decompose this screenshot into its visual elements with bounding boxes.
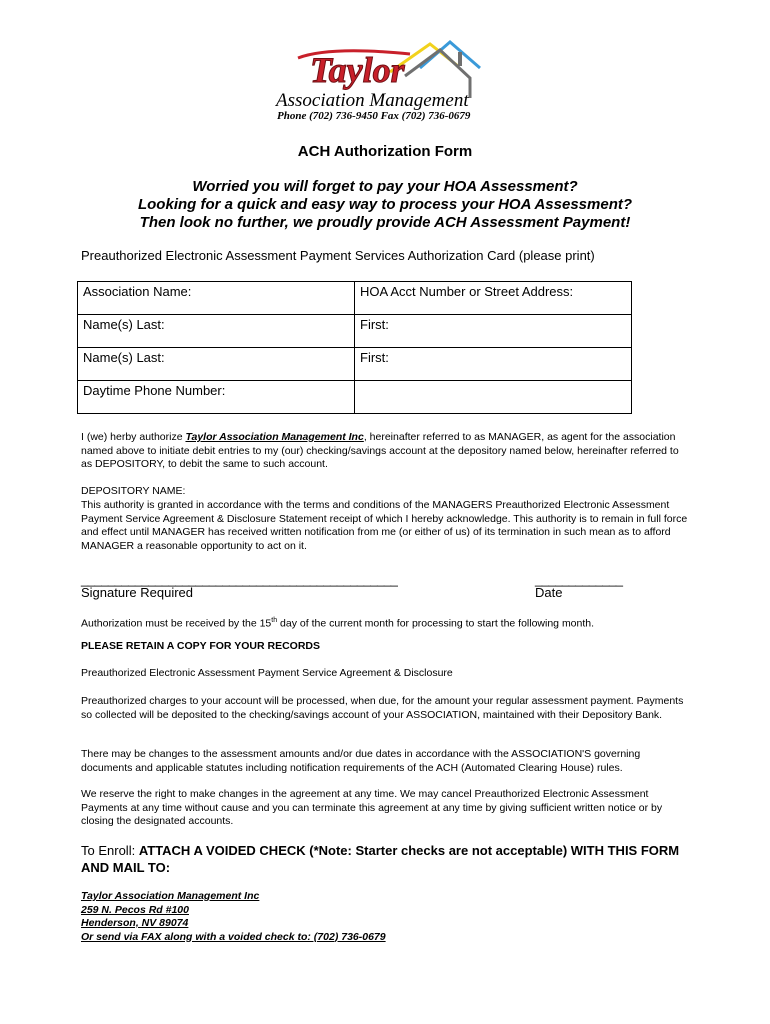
deadline-suffix: day of the current month for processing to start the following month. xyxy=(277,617,595,630)
daytime-phone-extra-cell[interactable] xyxy=(355,381,632,414)
agreement-title: Preauthorized Electronic Assessment Payment Service Agreement & Disclosure xyxy=(81,667,453,679)
daytime-phone-field[interactable]: Daytime Phone Number: xyxy=(78,381,355,414)
agreement-paragraph-2: There may be changes to the assessment amounts and/or due dates in accordance with the ASSOCIATION'S governing documents and applicable statutes including notification requirements of the ACH (Automated Clearing House) rules. xyxy=(81,748,641,774)
deadline-prefix: Authorization must be received by the 15 xyxy=(81,617,272,630)
date-label: Date xyxy=(535,585,563,600)
logo-name: Taylor xyxy=(310,50,405,90)
address-company: Taylor Association Management Inc xyxy=(81,890,260,902)
headline-3: Then look no further, we proudly provide ACH Assessment Payment! xyxy=(139,214,631,231)
headline-1: Worried you will forget to pay your HOA Assessment? xyxy=(192,178,578,195)
depository-paragraph: This authority is granted in accordance with the terms and conditions of the MANAGERS Preauthorized Electronic Assessment Payment Service Agreement & Disclosure Statement receipt of which I hereby acknowledge. This authority is to remain in full force and effect until MANAGER has received written notification from me (or either of us) of its termination in such mean as to afford MANAGER a reasonable opportunity to act on it. xyxy=(81,499,688,552)
enroll-instructions xyxy=(81,842,701,876)
authorization-suffix: , hereinafter referred to as MANAGER, as agent for the association named above to initiate debit entries to my (our) checking/savings account at the depository named below, hereinafter referred to as DEPOSITORY, to debit the same to such account. xyxy=(81,431,679,471)
enroll-bold-text: ATTACH A VOIDED CHECK (*Note: Starter checks are not acceptable) WITH THIS FORM AND MAIL TO: xyxy=(81,843,680,875)
signature-line[interactable]: _______________________________________________ xyxy=(81,572,398,587)
address-city: Henderson, NV 89074 xyxy=(81,917,189,929)
mailing-address xyxy=(81,890,386,944)
table-row xyxy=(78,348,632,381)
authorization-prefix: I (we) herby authorize xyxy=(81,431,186,443)
manager-company-name: Taylor Association Management Inc xyxy=(185,431,364,443)
deadline-text xyxy=(81,614,691,631)
first-name-field-1[interactable]: First: xyxy=(355,315,632,348)
form-subtitle: Preauthorized Electronic Assessment Payment Services Authorization Card (please print) xyxy=(81,248,595,263)
deadline-superscript: th xyxy=(271,617,278,624)
last-name-field-1[interactable]: Name(s) Last: xyxy=(78,315,355,348)
last-name-field-2[interactable]: Name(s) Last: xyxy=(78,348,355,381)
address-fax: Or send via FAX along with a voided check to: (702) 736-0679 xyxy=(81,930,386,943)
association-name-field[interactable]: Association Name: xyxy=(78,282,355,315)
depository-label: DEPOSITORY NAME: xyxy=(81,485,186,497)
agreement-paragraph-3: We reserve the right to make changes in the agreement at any time. We may cancel Preauthorized Electronic Assessment Payments at any time without cause and you can terminate this agreement at any time by giving sufficient written notice or by closing the designated accounts. xyxy=(81,788,663,828)
form-title: ACH Authorization Form xyxy=(297,143,473,160)
enroll-prefix: To Enroll: xyxy=(81,843,139,858)
table-row xyxy=(78,315,632,348)
table-row xyxy=(78,381,632,414)
signature-label: Signature Required xyxy=(81,585,194,600)
date-line[interactable]: _____________ xyxy=(535,572,623,587)
table-row xyxy=(78,282,632,315)
authorization-table xyxy=(77,281,632,414)
logo-subtitle: Association Management xyxy=(276,90,469,111)
address-street: 259 N. Pecos Rd #100 xyxy=(81,903,189,916)
phone-fax-line: Phone (702) 736-9450 Fax (702) 736-0679 xyxy=(277,110,471,122)
first-name-field-2[interactable]: First: xyxy=(355,348,632,381)
authorization-paragraph xyxy=(81,431,691,472)
hoa-account-field[interactable]: HOA Acct Number or Street Address: xyxy=(355,282,632,315)
agreement-paragraph-1: Preauthorized charges to your account will be processed, when due, for the amount your regular assessment payment. Payments so collected will be deposited to the checking/savings account of your ASSOCIATION, maintained with their Depository Bank. xyxy=(81,695,684,721)
logo-chimney xyxy=(458,52,462,66)
retain-copy-notice: PLEASE RETAIN A COPY FOR YOUR RECORDS xyxy=(81,640,321,652)
headline-2: Looking for a quick and easy way to process your HOA Assessment? xyxy=(137,196,633,213)
